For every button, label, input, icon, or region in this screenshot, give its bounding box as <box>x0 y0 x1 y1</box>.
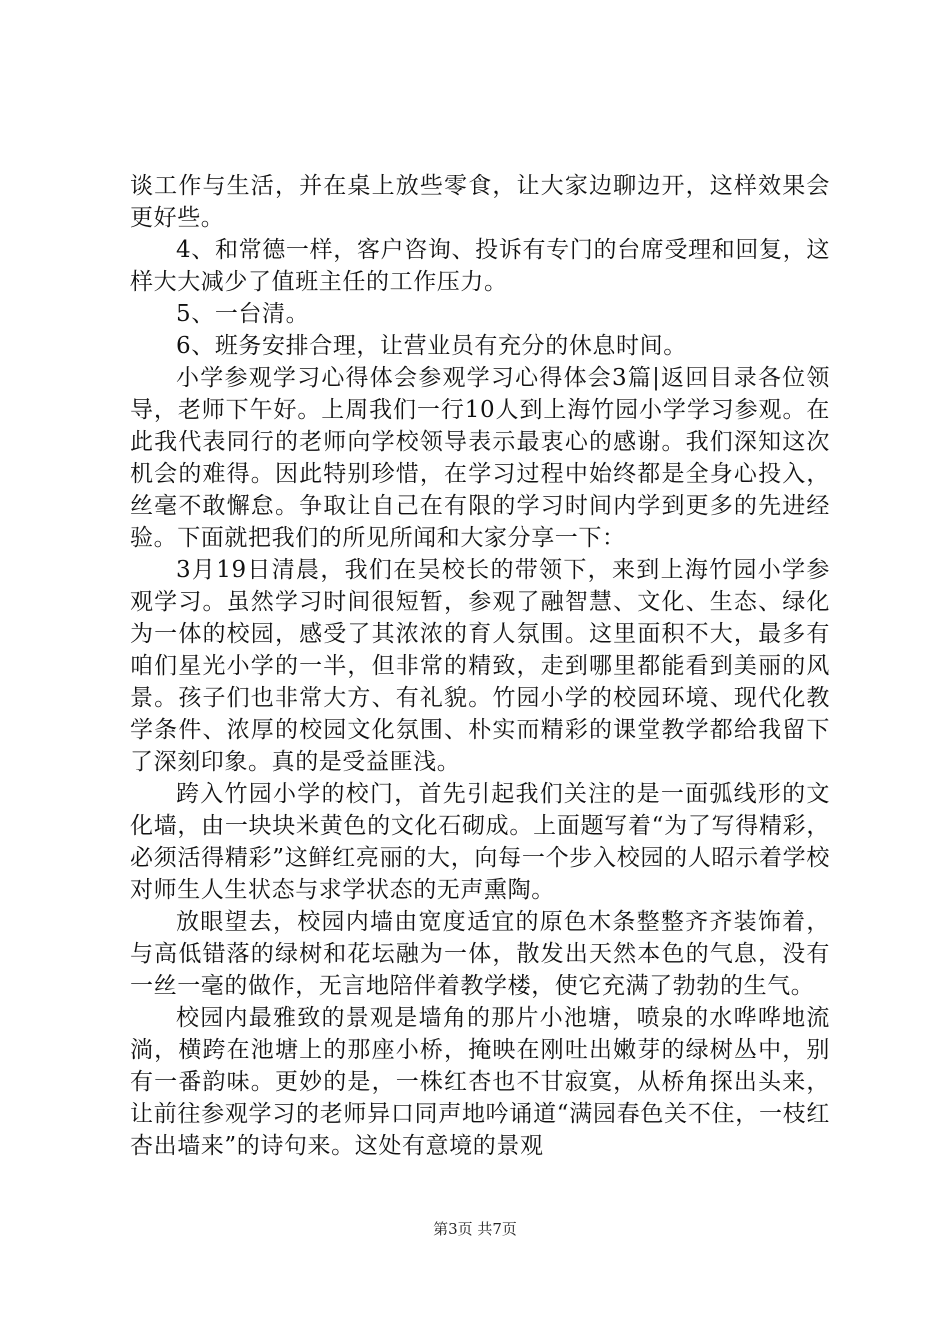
document-body <box>130 170 830 1162</box>
paragraph-3: 5、一台清。 <box>176 301 310 327</box>
paragraph-2: 4、和常德一样，客户咨询、投诉有专门的台席受理和回复，这样大大减少了值班主任的工作压力。 <box>130 237 830 295</box>
paragraph-9: 校园内最雅致的景观是墙角的那片小池塘，喷泉的水哗哗地流淌，横跨在池塘上的那座小桥，掩映在刚吐出嫩芽的绿树丛中，别有一番韵味。更妙的是，一株红杏也不甘寂寞，从桥角探出头来，让前往参观学习的老师异口同声地吟诵道“满园春色关不住，一枝红杏出墙来”的诗句来。这处有意境的景观 <box>130 1005 830 1159</box>
paragraph-8: 放眼望去，校园内墙由宽度适宜的原色木条整整齐齐装饰着，与高低错落的绿树和花坛融为一体，散发出天然本色的气息，没有一丝一毫的做作，无言地陪伴着教学楼，使它充满了勃勃的生气。 <box>130 909 830 999</box>
page-number-footer: 第3页 共7页 <box>433 1220 517 1238</box>
paragraph-6: 3月19日清晨，我们在吴校长的带领下，来到上海竹园小学参观学习。虽然学习时间很短暂，参观了融智慧、文化、生态、绿化为一体的校园，感受了其浓浓的育人氛围。这里面积不大，最多有咱们星光小学的一半，但非常的精致，走到哪里都能看到美丽的风景。孩子们也非常大方、有礼貌。竹园小学的校园环境、现代化教学条件、浓厚的校园文化氛围、朴实而精彩的课堂教学都给我留下了深刻印象。真的是受益匪浅。 <box>130 557 830 775</box>
paragraph-4: 6、班务安排合理，让营业员有充分的休息时间。 <box>176 333 687 359</box>
paragraph-7: 跨入竹园小学的校门，首先引起我们关注的是一面弧线形的文化墙，由一块块米黄色的文化石砌成。上面题写着“为了写得精彩，必须活得精彩”这鲜红亮丽的大，向每一个步入校园的人昭示着学校对师生人生状态与求学状态的无声熏陶。 <box>130 781 830 903</box>
paragraph-5: 小学参观学习心得体会参观学习心得体会3篇|返回目录各位领导，老师下午好。上周我们一行10人到上海竹园小学学习参观。在此我代表同行的老师向学校领导表示最衷心的感谢。我们深知这次机会的难得。因此特别珍惜，在学习过程中始终都是全身心投入，丝毫不敢懈怠。争取让自己在有限的学习时间内学到更多的先进经验。下面就把我们的所见所闻和大家分享一下： <box>130 365 830 551</box>
paragraph-1: 谈工作与生活，并在桌上放些零食，让大家边聊边开，这样效果会更好些。 <box>130 173 830 231</box>
